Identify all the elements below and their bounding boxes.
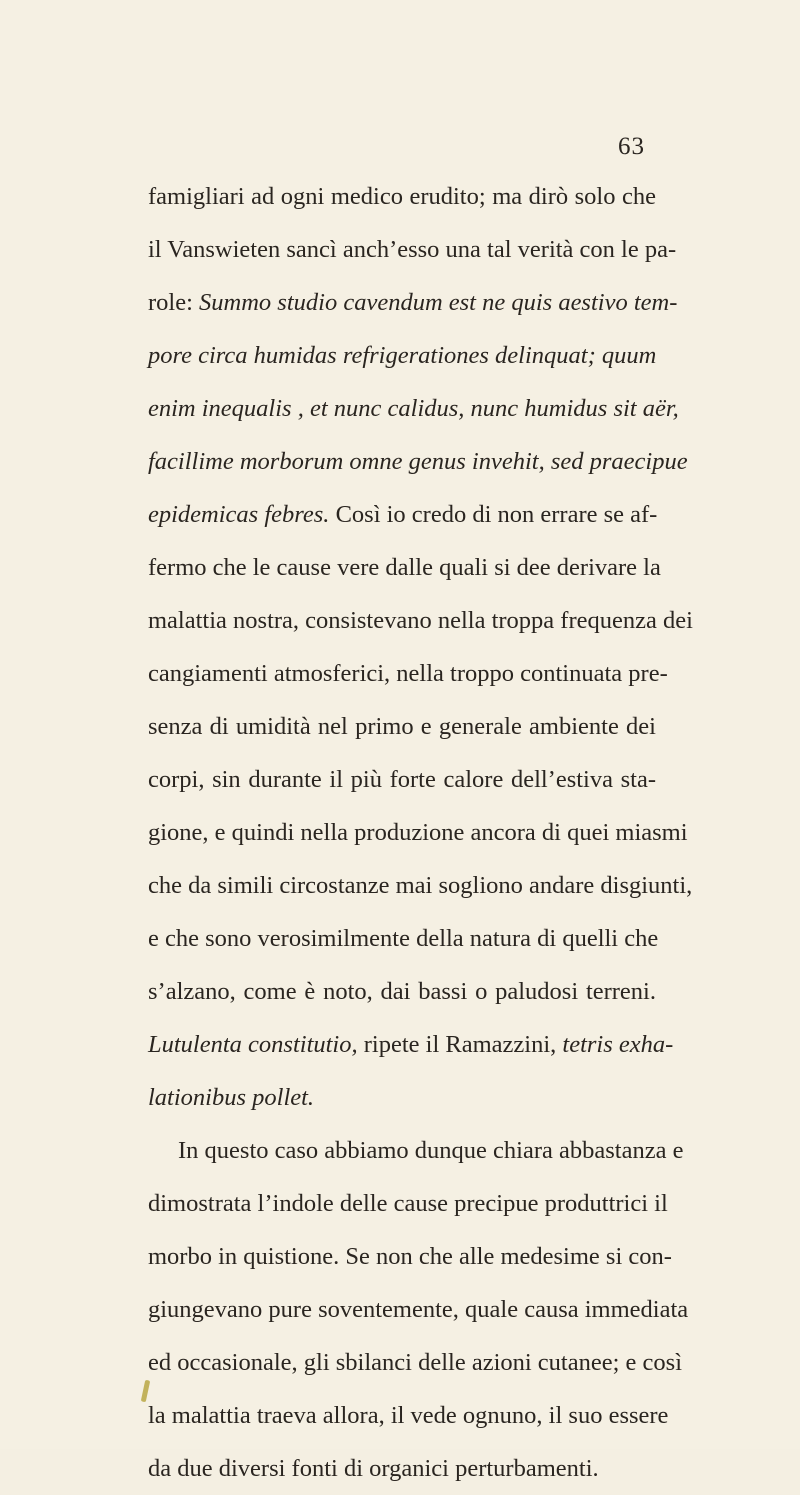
text-line [148, 382, 679, 435]
text-line [148, 276, 678, 329]
text-segment: fermo che le cause vere dalle quali si dee derivare la [148, 554, 661, 581]
text-line [148, 700, 656, 753]
text-line [148, 488, 656, 541]
text-segment: che da simili circostanze mai sogliono andare disgiunti, [148, 872, 693, 899]
text-segment: malattia nostra, consistevano nella troppa frequenza dei [148, 607, 693, 634]
text-segment: giungevano pure soventemente, quale causa immediata [148, 1296, 689, 1323]
text-segment: gione, e quindi nella produzione ancora di quei miasmi [148, 819, 688, 846]
text-line [148, 223, 677, 276]
text-segment: ripete il Ramazzini, [357, 1031, 563, 1058]
text-segment: role: [148, 289, 200, 316]
text-line [148, 1018, 674, 1071]
text-segment: cangiamenti atmosferici, nella troppo continuata pre- [148, 660, 668, 687]
text-line [148, 1177, 668, 1230]
body-text [148, 170, 693, 1495]
text-segment: famigliari ad ogni medico erudito; ma dirò solo che [148, 183, 656, 210]
text-line [148, 1442, 656, 1495]
text-line [148, 1124, 684, 1177]
latin-quote-segment: lationibus pollet. [148, 1084, 315, 1111]
text-line [148, 541, 661, 594]
text-segment: morbo in quistione. Se non che alle medesime si con- [148, 1243, 672, 1270]
text-line [148, 1071, 656, 1124]
text-segment: In questo caso abbiamo dunque chiara abbastanza e [178, 1137, 684, 1164]
text-line [148, 1283, 689, 1336]
text-line [148, 1389, 669, 1442]
text-line [148, 912, 659, 965]
text-line [148, 806, 688, 859]
text-line [148, 1336, 683, 1389]
text-line [148, 647, 668, 700]
text-segment: corpi, sin durante il più forte calore dell’estiva sta- [148, 766, 656, 793]
text-segment: da due diversi fonti di organici perturbamenti. [148, 1455, 599, 1482]
text-segment: la malattia traeva allora, il vede ognuno, il suo essere [148, 1402, 669, 1429]
text-line [148, 170, 656, 223]
latin-quote-segment: Summo studio cavendum est ne quis aestivo tem- [199, 289, 678, 316]
text-segment: il Vanswieten sancì anch’esso una tal verità con le pa- [148, 236, 677, 263]
text-line [148, 329, 656, 382]
text-line [148, 594, 693, 647]
latin-quote-segment: epidemicas febres. [148, 501, 330, 528]
latin-quote-segment: facillime morborum omne genus invehit, sed praecipue [148, 448, 688, 475]
text-segment: e che sono verosimilmente della natura di quelli che [148, 925, 659, 952]
text-segment: senza di umidità nel primo e generale ambiente dei [148, 713, 656, 740]
text-line [148, 753, 656, 806]
text-segment: s’alzano, come è noto, dai bassi o paludosi terreni. [148, 978, 656, 1005]
text-line [148, 965, 656, 1018]
text-segment: dimostrata l’indole delle cause precipue produttrici il [148, 1190, 668, 1217]
text-line [148, 1230, 672, 1283]
page-number: 63 [618, 133, 645, 160]
latin-quote-segment: tetris exha- [562, 1031, 674, 1058]
text-segment: ed occasionale, gli sbilanci delle azioni cutanee; e così [148, 1349, 683, 1376]
latin-quote-segment: Lutulenta constitutio, [148, 1031, 358, 1058]
text-segment: Così io credo di non errare se af- [329, 501, 658, 528]
latin-quote-segment: enim inequalis , et nunc calidus, nunc humidus sit aër, [148, 395, 679, 422]
text-line [148, 435, 688, 488]
latin-quote-segment: pore circa humidas refrigerationes delinquat; quum [148, 342, 657, 369]
text-line [148, 859, 693, 912]
